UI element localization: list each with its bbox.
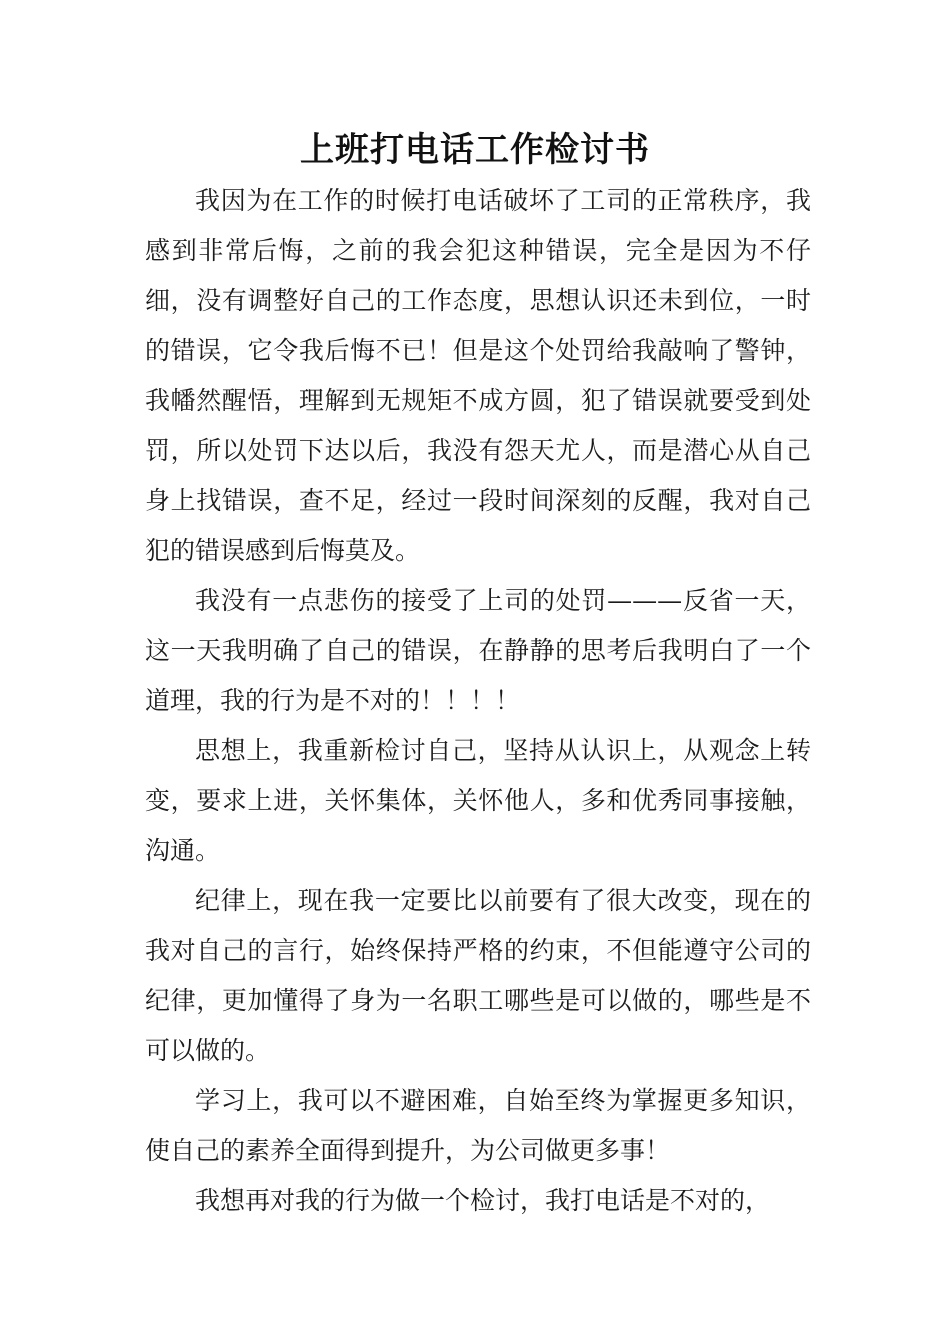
paragraph-2: 我没有一点悲伤的接受了上司的处罚———反省一天，这一天我明确了自己的错误，在静静的思考后我明白了一个道理，我的行为是不对的！！！！ (145, 586, 811, 715)
paragraph-3: 思想上，我重新检讨自己，坚持从认识上，从观念上转变，要求上进，关怀集体，关怀他人，多和优秀同事接触，沟通。 (145, 736, 811, 865)
document-body (145, 176, 811, 1226)
paragraph-5: 学习上，我可以不避困难，自始至终为掌握更多知识，使自己的素养全面得到提升，为公司做更多事！ (145, 1086, 811, 1165)
document-title: 上班打电话工作检讨书 (300, 130, 650, 170)
paragraph-6: 我想再对我的行为做一个检讨，我打电话是不对的， (195, 1186, 771, 1215)
paragraph-1: 我因为在工作的时候打电话破坏了工司的正常秩序，我感到非常后悔，之前的我会犯这种错误，完全是因为不仔细，没有调整好自己的工作态度，思想认识还未到位，一时的错误，它令我后悔不已！但是这个处罚给我敲响了警钟，我幡然醒悟，理解到无规矩不成方圆，犯了错误就要受到处罚，所以处罚下达以后，我没有怨天尤人，而是潜心从自己身上找错误，查不足，经过一段时间深刻的反醒，我对自己犯的错误感到后悔莫及。 (145, 186, 811, 565)
paragraph-4: 纪律上，现在我一定要比以前要有了很大改变，现在的我对自己的言行，始终保持严格的约束，不但能遵守公司的纪律，更加懂得了身为一名职工哪些是可以做的，哪些是不可以做的。 (145, 886, 811, 1065)
